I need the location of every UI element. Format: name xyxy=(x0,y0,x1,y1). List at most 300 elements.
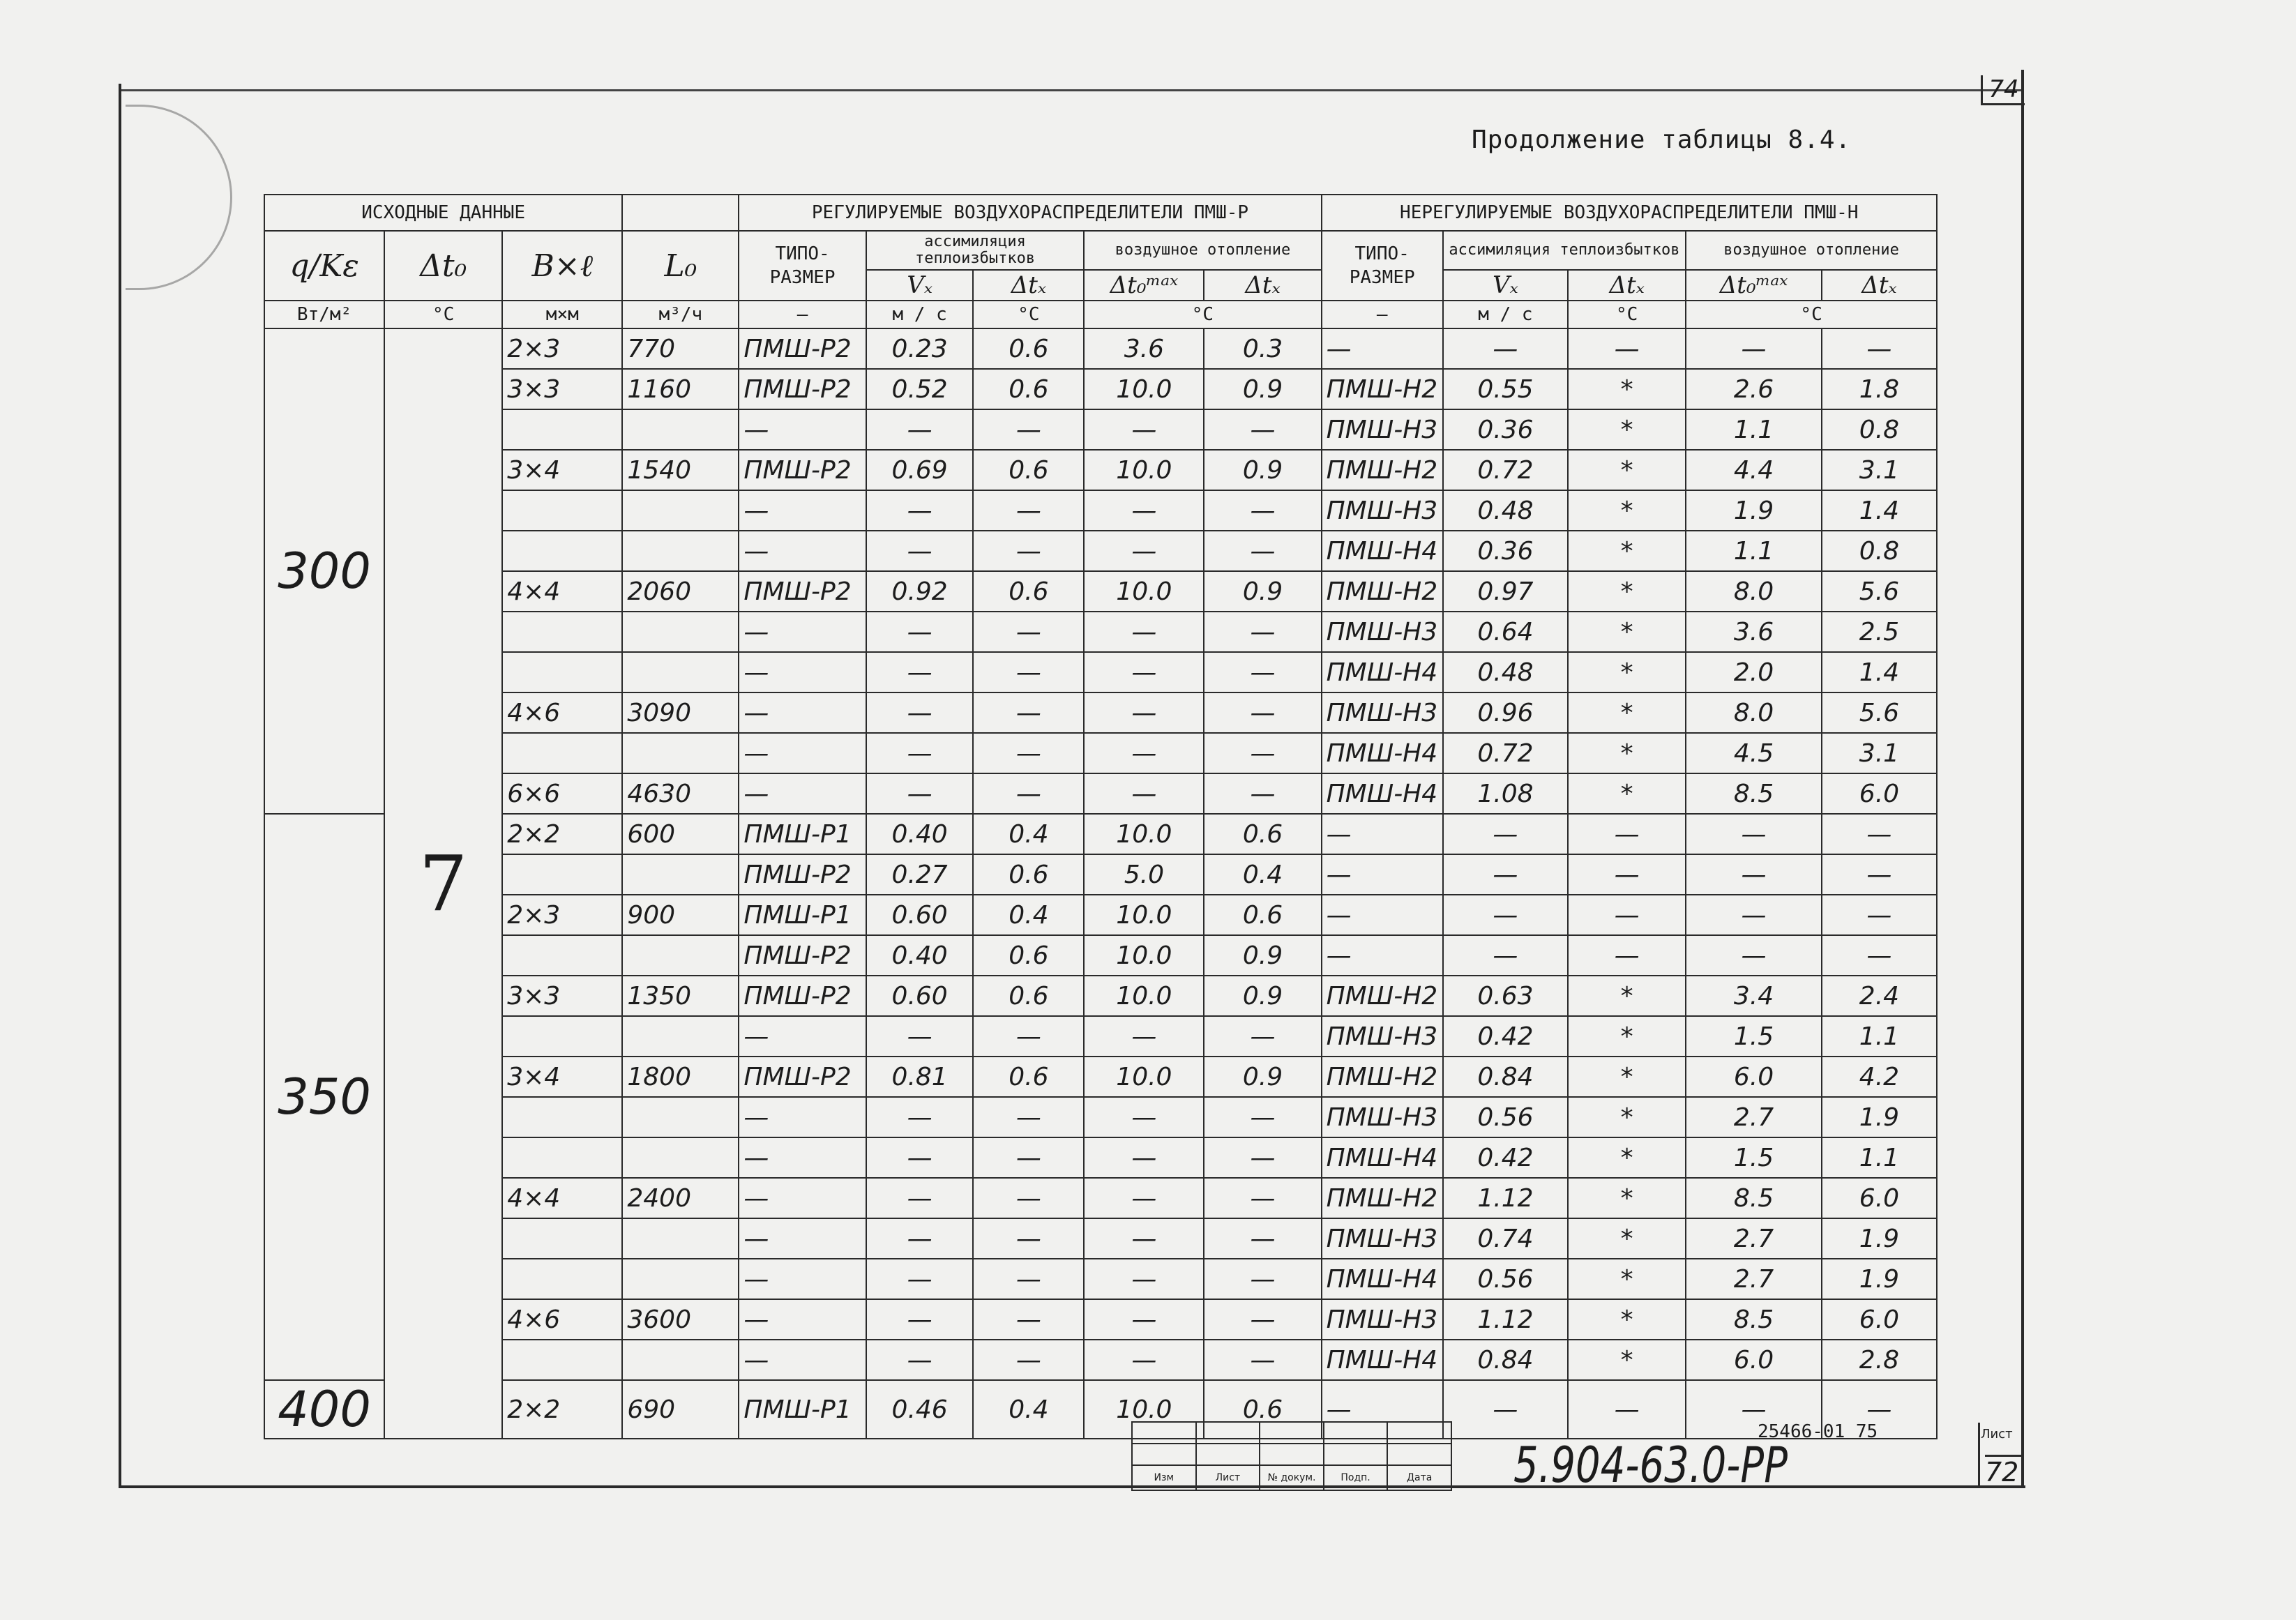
cell-n-dtx: * xyxy=(1568,733,1686,773)
cell-n-vx: 0.72 xyxy=(1443,450,1568,490)
cell-l0: 3090 xyxy=(622,692,739,733)
header-r-heating: воздушное отопление xyxy=(1084,231,1321,270)
cell-n-dt0: — xyxy=(1686,935,1822,976)
cell-l0 xyxy=(622,531,739,571)
cell-l0: 600 xyxy=(622,814,739,854)
cell-r-dtx2: — xyxy=(1204,490,1321,531)
cell-n-dt0: 1.1 xyxy=(1686,531,1822,571)
cell-r-dt0: 10.0 xyxy=(1084,369,1204,409)
cell-bl xyxy=(502,612,622,652)
header-n-dt0max: Δt₀ᵐᵃˣ xyxy=(1686,270,1822,301)
cell-bl: 6×6 xyxy=(502,773,622,814)
cell-r-dt0: — xyxy=(1084,409,1204,450)
cell-bl xyxy=(502,733,622,773)
group-dt0: 7 xyxy=(384,328,502,1439)
cell-n-dtx2: 3.1 xyxy=(1822,733,1937,773)
cell-n-dtx: * xyxy=(1568,1218,1686,1259)
cell-r-dt0: — xyxy=(1084,1340,1204,1380)
title-block-grid xyxy=(1131,1421,1452,1491)
cell-n-dt0: 8.5 xyxy=(1686,1299,1822,1340)
table-body xyxy=(264,328,1937,1439)
cell-bl xyxy=(502,652,622,692)
cell-bl xyxy=(502,531,622,571)
cell-r-dtx: — xyxy=(973,692,1084,733)
cell-r-dt0: — xyxy=(1084,1137,1204,1178)
cell-bl xyxy=(502,935,622,976)
cell-r-type: — xyxy=(739,692,866,733)
cell-n-dtx2: — xyxy=(1822,854,1937,895)
cell-l0 xyxy=(622,652,739,692)
cell-n-dtx2: 1.4 xyxy=(1822,652,1937,692)
table-row xyxy=(264,733,1937,773)
cell-n-vx: 0.48 xyxy=(1443,652,1568,692)
cell-r-type: — xyxy=(739,652,866,692)
cell-n-dt0: 2.7 xyxy=(1686,1218,1822,1259)
cell-n-dtx: * xyxy=(1568,571,1686,612)
cell-n-dt0: — xyxy=(1686,1380,1822,1439)
cell-n-vx: 0.72 xyxy=(1443,733,1568,773)
cell-n-type: ПМШ-Н4 xyxy=(1322,652,1443,692)
table-row xyxy=(264,1097,1937,1137)
sheet-number: 72 xyxy=(1985,1455,2021,1487)
group-q-300: 300 xyxy=(264,328,384,814)
cell-bl: 4×6 xyxy=(502,1299,622,1340)
cell-l0 xyxy=(622,612,739,652)
cell-n-dt0: 3.4 xyxy=(1686,976,1822,1016)
cell-n-dt0: 2.7 xyxy=(1686,1097,1822,1137)
table-row xyxy=(264,1057,1937,1097)
header-unregulated: НЕРЕГУЛИРУЕМЫЕ ВОЗДУХОРАСПРЕДЕЛИТЕЛИ ПМШ-Н xyxy=(1322,195,1937,231)
cell-n-dtx: * xyxy=(1568,1137,1686,1178)
cell-l0: 1160 xyxy=(622,369,739,409)
cell-bl xyxy=(502,854,622,895)
cell-r-dt0: 10.0 xyxy=(1084,450,1204,490)
cell-r-dt0: 10.0 xyxy=(1084,814,1204,854)
cell-n-type: ПМШ-Н3 xyxy=(1322,409,1443,450)
cell-r-dt0: 10.0 xyxy=(1084,1057,1204,1097)
cell-r-vx: — xyxy=(866,1259,974,1299)
cell-bl: 4×6 xyxy=(502,692,622,733)
cell-n-type: ПМШ-Н3 xyxy=(1322,612,1443,652)
cell-r-dtx: 0.4 xyxy=(973,1380,1084,1439)
table-row xyxy=(264,490,1937,531)
cell-n-dt0: 2.0 xyxy=(1686,652,1822,692)
cell-n-dt0: 8.5 xyxy=(1686,773,1822,814)
table-row xyxy=(264,1218,1937,1259)
cell-n-type: — xyxy=(1322,328,1443,369)
cell-n-dt0: 1.5 xyxy=(1686,1016,1822,1057)
cell-r-vx: — xyxy=(866,1097,974,1137)
cell-r-dt0: — xyxy=(1084,531,1204,571)
cell-r-dt0: — xyxy=(1084,1016,1204,1057)
cell-l0 xyxy=(622,409,739,450)
cell-r-dtx2: 0.6 xyxy=(1204,814,1321,854)
cell-n-vx: 0.42 xyxy=(1443,1137,1568,1178)
cell-r-dtx2: — xyxy=(1204,1299,1321,1340)
cell-l0: 1800 xyxy=(622,1057,739,1097)
cell-r-dtx: 0.6 xyxy=(973,854,1084,895)
cell-n-dtx: * xyxy=(1568,531,1686,571)
cell-r-vx: — xyxy=(866,1218,974,1259)
cell-bl: 2×3 xyxy=(502,895,622,935)
cell-n-vx: — xyxy=(1443,854,1568,895)
cell-n-vx: — xyxy=(1443,814,1568,854)
cell-n-dt0: 8.0 xyxy=(1686,571,1822,612)
table-row xyxy=(264,1016,1937,1057)
cell-l0 xyxy=(622,1340,739,1380)
cell-r-dtx2: — xyxy=(1204,409,1321,450)
table-row xyxy=(264,814,1937,854)
cell-r-dt0: 10.0 xyxy=(1084,895,1204,935)
cell-r-vx: 0.46 xyxy=(866,1380,974,1439)
cell-r-type: ПМШ-Р2 xyxy=(739,854,866,895)
cell-bl: 4×4 xyxy=(502,1178,622,1218)
cell-r-dt0: 3.6 xyxy=(1084,328,1204,369)
cell-r-dt0: — xyxy=(1084,612,1204,652)
cell-n-type: ПМШ-Н3 xyxy=(1322,1097,1443,1137)
cell-n-dtx: * xyxy=(1568,1259,1686,1299)
cell-r-dtx: — xyxy=(973,1299,1084,1340)
cell-r-vx: 0.60 xyxy=(866,976,974,1016)
cell-r-dtx2: — xyxy=(1204,1259,1321,1299)
cell-r-vx: — xyxy=(866,1016,974,1057)
cell-n-dtx2: 6.0 xyxy=(1822,1178,1937,1218)
unit-l0: м³/ч xyxy=(622,301,739,328)
table-row xyxy=(264,450,1937,490)
cell-r-type: ПМШ-Р1 xyxy=(739,814,866,854)
header-source: ИСХОДНЫЕ ДАННЫЕ xyxy=(264,195,622,231)
cell-r-dtx: 0.6 xyxy=(973,1057,1084,1097)
cell-r-type: — xyxy=(739,1178,866,1218)
header-n-vx: Vₓ xyxy=(1443,270,1568,301)
cell-r-dtx2: 0.9 xyxy=(1204,1057,1321,1097)
cell-r-type: ПМШ-Р2 xyxy=(739,1057,866,1097)
cell-r-dtx2: — xyxy=(1204,1218,1321,1259)
cell-r-dt0: — xyxy=(1084,1178,1204,1218)
cell-l0: 3600 xyxy=(622,1299,739,1340)
cell-n-vx: 0.36 xyxy=(1443,409,1568,450)
cell-n-type: — xyxy=(1322,814,1443,854)
cell-n-dt0: 4.5 xyxy=(1686,733,1822,773)
cell-r-dtx2: — xyxy=(1204,1016,1321,1057)
cell-r-vx: — xyxy=(866,490,974,531)
cell-n-type: ПМШ-Н2 xyxy=(1322,1057,1443,1097)
cell-n-dt0: 1.1 xyxy=(1686,409,1822,450)
cell-n-dtx2: 0.8 xyxy=(1822,409,1937,450)
cell-n-type: ПМШ-Н2 xyxy=(1322,976,1443,1016)
cell-r-vx: — xyxy=(866,612,974,652)
cell-r-type: ПМШ-Р2 xyxy=(739,976,866,1016)
cell-n-type: ПМШ-Н3 xyxy=(1322,1299,1443,1340)
table-row xyxy=(264,531,1937,571)
cell-r-vx: — xyxy=(866,773,974,814)
cell-r-type: ПМШ-Р2 xyxy=(739,328,866,369)
cell-l0 xyxy=(622,1016,739,1057)
cell-n-type: ПМШ-Н4 xyxy=(1322,1137,1443,1178)
cell-r-dt0: — xyxy=(1084,652,1204,692)
cell-l0 xyxy=(622,733,739,773)
header-r-vx: Vₓ xyxy=(866,270,974,301)
cell-n-type: ПМШ-Н2 xyxy=(1322,369,1443,409)
table-row xyxy=(264,409,1937,450)
header-q: q/Kε xyxy=(264,231,384,301)
cell-n-vx: 0.36 xyxy=(1443,531,1568,571)
cell-r-dt0: — xyxy=(1084,490,1204,531)
table-row xyxy=(264,1259,1937,1299)
cell-r-vx: 0.40 xyxy=(866,935,974,976)
cell-n-dtx: * xyxy=(1568,490,1686,531)
cell-n-dtx: * xyxy=(1568,773,1686,814)
group-q-350: 350 xyxy=(264,814,384,1380)
cell-r-vx: 0.92 xyxy=(866,571,974,612)
cell-r-dtx: 0.6 xyxy=(973,328,1084,369)
cell-n-type: ПМШ-Н4 xyxy=(1322,1340,1443,1380)
cell-l0 xyxy=(622,854,739,895)
cell-l0: 1350 xyxy=(622,976,739,1016)
cell-n-dtx2: 1.4 xyxy=(1822,490,1937,531)
table-row xyxy=(264,692,1937,733)
cell-n-vx: — xyxy=(1443,328,1568,369)
header-n-typesize: ТИПО-РАЗМЕР xyxy=(1322,231,1443,301)
cell-n-dtx2: 0.8 xyxy=(1822,531,1937,571)
cell-r-type: — xyxy=(739,1137,866,1178)
cell-r-type: ПМШ-Р2 xyxy=(739,450,866,490)
unit-r-vx: м / с xyxy=(866,301,974,328)
header-regulated: РЕГУЛИРУЕМЫЕ ВОЗДУХОРАСПРЕДЕЛИТЕЛИ ПМШ-Р xyxy=(739,195,1321,231)
cell-l0: 4630 xyxy=(622,773,739,814)
cell-n-dtx: * xyxy=(1568,1340,1686,1380)
cell-bl xyxy=(502,1016,622,1057)
cell-n-dtx2: 1.1 xyxy=(1822,1016,1937,1057)
cell-r-dtx2: 0.6 xyxy=(1204,1380,1321,1439)
cell-n-vx: 0.97 xyxy=(1443,571,1568,612)
cell-n-vx: 0.48 xyxy=(1443,490,1568,531)
cell-r-dtx: — xyxy=(973,1097,1084,1137)
cell-r-dtx: 0.6 xyxy=(973,935,1084,976)
cell-bl: 3×4 xyxy=(502,450,622,490)
header-r-typesize: ТИПО-РАЗМЕР xyxy=(739,231,866,301)
cell-n-type: ПМШ-Н4 xyxy=(1322,531,1443,571)
cell-n-vx: 1.12 xyxy=(1443,1178,1568,1218)
cell-n-type: ПМШ-Н4 xyxy=(1322,1259,1443,1299)
table-row xyxy=(264,652,1937,692)
unit-r-heating: °С xyxy=(1084,301,1321,328)
cell-bl xyxy=(502,1340,622,1380)
cell-r-dtx2: — xyxy=(1204,652,1321,692)
group-q-400: 400 xyxy=(264,1380,384,1439)
cell-n-dt0: 3.6 xyxy=(1686,612,1822,652)
table-row xyxy=(264,1299,1937,1340)
cell-r-dt0: — xyxy=(1084,773,1204,814)
cell-r-dtx: 0.6 xyxy=(973,369,1084,409)
header-n-dtx2: Δtₓ xyxy=(1822,270,1937,301)
cell-l0: 770 xyxy=(622,328,739,369)
cell-n-dt0: 1.9 xyxy=(1686,490,1822,531)
cell-r-dtx: 0.6 xyxy=(973,450,1084,490)
table-row xyxy=(264,895,1937,935)
cell-r-vx: 0.60 xyxy=(866,895,974,935)
cell-bl xyxy=(502,1097,622,1137)
cell-r-dtx: — xyxy=(973,652,1084,692)
table-row xyxy=(264,1340,1937,1380)
cell-n-dtx: * xyxy=(1568,652,1686,692)
cell-r-dt0: 10.0 xyxy=(1084,1380,1204,1439)
sheet-label: Лист xyxy=(1981,1427,2013,1441)
cell-r-vx: — xyxy=(866,1299,974,1340)
cell-n-vx: 0.56 xyxy=(1443,1097,1568,1137)
stamp-label-sign: Подп. xyxy=(1324,1465,1388,1490)
cell-r-type: ПМШ-Р2 xyxy=(739,935,866,976)
cell-n-dtx: — xyxy=(1568,1380,1686,1439)
cell-r-dtx: — xyxy=(973,409,1084,450)
cell-r-dtx: — xyxy=(973,1218,1084,1259)
cell-l0: 690 xyxy=(622,1380,739,1439)
cell-r-vx: — xyxy=(866,531,974,571)
cell-n-dtx: * xyxy=(1568,1057,1686,1097)
cell-r-vx: 0.52 xyxy=(866,369,974,409)
table-row xyxy=(264,612,1937,652)
cell-r-vx: — xyxy=(866,1340,974,1380)
cell-r-type: — xyxy=(739,1259,866,1299)
cell-r-type: — xyxy=(739,1016,866,1057)
cell-r-dtx2: — xyxy=(1204,612,1321,652)
cell-l0: 2060 xyxy=(622,571,739,612)
cell-n-dtx: — xyxy=(1568,895,1686,935)
cell-r-vx: 0.40 xyxy=(866,814,974,854)
cell-n-dt0: 6.0 xyxy=(1686,1340,1822,1380)
unit-dt0: °С xyxy=(384,301,502,328)
cell-n-dtx: * xyxy=(1568,1016,1686,1057)
unit-q: Вт/м² xyxy=(264,301,384,328)
cell-r-dtx2: 0.3 xyxy=(1204,328,1321,369)
cell-n-vx: 0.84 xyxy=(1443,1340,1568,1380)
cell-r-dtx: — xyxy=(973,1137,1084,1178)
cell-n-vx: 0.56 xyxy=(1443,1259,1568,1299)
cell-r-dt0: — xyxy=(1084,1299,1204,1340)
cell-n-vx: — xyxy=(1443,895,1568,935)
cell-n-type: ПМШ-Н3 xyxy=(1322,1218,1443,1259)
table-row xyxy=(264,854,1937,895)
unit-r-type: – xyxy=(739,301,866,328)
unit-bl: м×м xyxy=(502,301,622,328)
cell-n-vx: 0.74 xyxy=(1443,1218,1568,1259)
cell-r-dt0: — xyxy=(1084,692,1204,733)
cell-l0 xyxy=(622,490,739,531)
cell-l0 xyxy=(622,1137,739,1178)
cell-r-type: — xyxy=(739,531,866,571)
cell-n-type: ПМШ-Н4 xyxy=(1322,773,1443,814)
cell-r-dtx2: 0.4 xyxy=(1204,854,1321,895)
cell-n-dtx2: 2.4 xyxy=(1822,976,1937,1016)
cell-r-vx: 0.27 xyxy=(866,854,974,895)
cell-r-dt0: — xyxy=(1084,733,1204,773)
cell-n-dt0: 8.5 xyxy=(1686,1178,1822,1218)
table-row xyxy=(264,369,1937,409)
cell-r-vx: — xyxy=(866,1178,974,1218)
cell-n-dtx2: 6.0 xyxy=(1822,1299,1937,1340)
cell-r-type: — xyxy=(739,733,866,773)
cell-r-dtx: — xyxy=(973,1340,1084,1380)
header-r-assim: ассимиляция теплоизбытков xyxy=(866,231,1085,270)
cell-n-type: — xyxy=(1322,854,1443,895)
header-r-dtx2: Δtₓ xyxy=(1204,270,1321,301)
cell-bl: 4×4 xyxy=(502,571,622,612)
cell-r-type: — xyxy=(739,612,866,652)
data-table xyxy=(264,194,1938,1439)
cell-r-dtx2: 0.9 xyxy=(1204,369,1321,409)
cell-n-type: ПМШ-Н3 xyxy=(1322,692,1443,733)
cell-r-dtx2: 0.9 xyxy=(1204,935,1321,976)
document-code: 25466-01 75 xyxy=(1758,1421,1878,1442)
cell-n-dt0: — xyxy=(1686,328,1822,369)
table-row xyxy=(264,1137,1937,1178)
table-caption: Продолжение таблицы 8.4. xyxy=(1472,126,1852,154)
cell-r-type: — xyxy=(739,1299,866,1340)
cell-r-dtx: 0.4 xyxy=(973,814,1084,854)
cell-r-dtx2: 0.9 xyxy=(1204,571,1321,612)
unit-n-vx: м / с xyxy=(1443,301,1568,328)
unit-n-type: – xyxy=(1322,301,1443,328)
cell-r-dt0: — xyxy=(1084,1259,1204,1299)
table-row xyxy=(264,1380,1937,1439)
cell-bl: 3×3 xyxy=(502,976,622,1016)
cell-n-dt0: — xyxy=(1686,814,1822,854)
cell-r-dtx: — xyxy=(973,531,1084,571)
cell-n-vx: 0.84 xyxy=(1443,1057,1568,1097)
cell-r-dt0: 5.0 xyxy=(1084,854,1204,895)
cell-r-dtx2: 0.6 xyxy=(1204,895,1321,935)
cell-r-vx: — xyxy=(866,409,974,450)
cell-r-vx: 0.23 xyxy=(866,328,974,369)
cell-r-type: ПМШ-Р1 xyxy=(739,1380,866,1439)
cell-n-dt0: 2.6 xyxy=(1686,369,1822,409)
cell-n-dtx: * xyxy=(1568,976,1686,1016)
cell-n-vx: — xyxy=(1443,935,1568,976)
cell-r-vx: 0.81 xyxy=(866,1057,974,1097)
cell-n-dtx2: 1.9 xyxy=(1822,1259,1937,1299)
cell-l0: 2400 xyxy=(622,1178,739,1218)
cell-r-dtx: — xyxy=(973,1016,1084,1057)
header-blank xyxy=(622,195,739,231)
cell-r-type: — xyxy=(739,409,866,450)
cell-n-dtx: — xyxy=(1568,935,1686,976)
cell-n-dtx: * xyxy=(1568,1299,1686,1340)
cell-r-dtx2: — xyxy=(1204,692,1321,733)
cell-n-type: — xyxy=(1322,1380,1443,1439)
cell-n-dt0: — xyxy=(1686,895,1822,935)
cell-n-vx: 0.42 xyxy=(1443,1016,1568,1057)
cell-n-dtx: * xyxy=(1568,409,1686,450)
cell-r-dtx: 0.6 xyxy=(973,976,1084,1016)
table-row xyxy=(264,571,1937,612)
cell-r-dtx: — xyxy=(973,733,1084,773)
unit-n-heating: °С xyxy=(1686,301,1937,328)
cell-r-dt0: — xyxy=(1084,1097,1204,1137)
cell-bl: 2×2 xyxy=(502,1380,622,1439)
cell-l0 xyxy=(622,1218,739,1259)
cell-r-dtx2: 0.9 xyxy=(1204,450,1321,490)
cell-n-dtx2: 5.6 xyxy=(1822,692,1937,733)
top-page-number: 74 xyxy=(1981,75,2025,105)
table-row xyxy=(264,328,1937,369)
cell-n-vx: 0.55 xyxy=(1443,369,1568,409)
header-r-dtx: Δtₓ xyxy=(973,270,1084,301)
cell-r-dtx: 0.6 xyxy=(973,571,1084,612)
cell-bl xyxy=(502,490,622,531)
cell-n-dtx: — xyxy=(1568,814,1686,854)
table-row xyxy=(264,935,1937,976)
cell-n-dt0: 8.0 xyxy=(1686,692,1822,733)
